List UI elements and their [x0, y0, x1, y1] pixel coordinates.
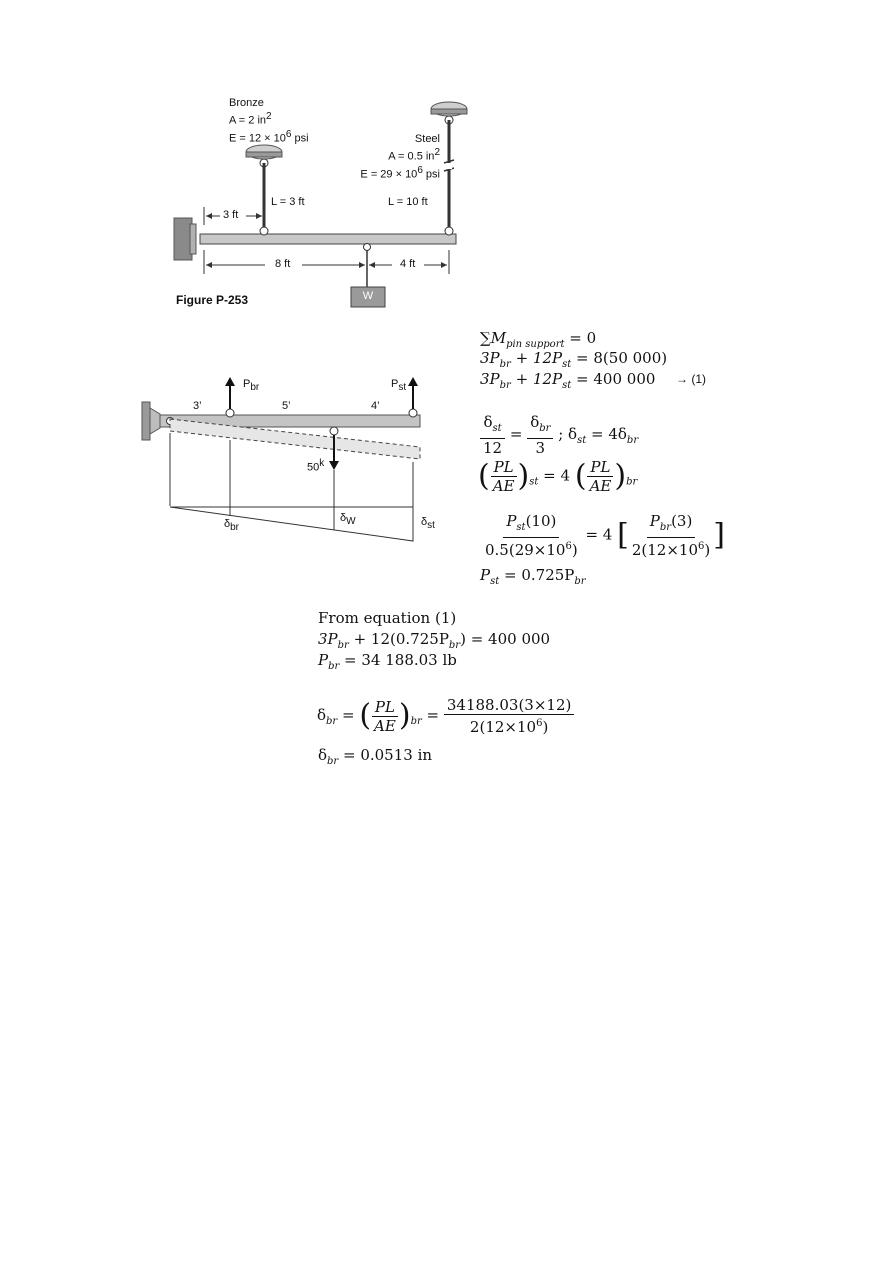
equation-line-1: $3P_{br} + 12P_{st} = 8(50$ 000) — [480, 349, 668, 370]
solution-line-3: $P_{br} = 34$ 188.03 lb — [318, 651, 457, 672]
deflection-diagram — [0, 0, 893, 600]
pl-ae-equation: ( $\frac{PL}{AE}$ )$_{st} = 4$ ( $\frac{PL}{AE}$ )$_{br}$ — [478, 458, 638, 495]
label-pbr: $P_{br}$ — [243, 378, 260, 394]
equation-tag-1: → (1) — [676, 372, 706, 386]
equation-line-2: $3P_{br} + 12P_{st} = 400$ 000 — [480, 370, 656, 391]
deflection-triangle — [170, 507, 413, 541]
label-delta-br: $\delta_{br}$ — [224, 518, 240, 534]
moment-equation: $\sum M_{pin support} = 0$ — [480, 329, 597, 350]
bronze-area: A = 2 $in^2$ — [229, 111, 272, 127]
steel-area: A = 0.5 $in^2$ — [388, 147, 440, 163]
solution-line-2: $3P_{br} + 12(0.725P_{br}) = 400$ 000 — [318, 630, 551, 651]
pst-result: $P_{st} = 0.725P_{br}$ — [480, 566, 586, 587]
delta-br-equation: $\delta_{br}$ = ( $\frac{PL}{AE}$ )$_{br}$ = $\frac{34188.03(3\times 12)}{2(12\times 10^6)}$ — [317, 696, 574, 736]
deflection-ratio: $\frac{\delta_{st}}{12}$ = $\frac{\delta_{br}}{3}$ ; $\delta_{st} = 4\delta_{br}$ — [480, 413, 638, 457]
dim-3ft: 3 ft — [223, 209, 239, 221]
steel-label: Steel — [414, 133, 440, 145]
steel-modulus: $E = 29 \times 10^6$ psi — [360, 164, 440, 181]
label-4: 4’ — [371, 400, 380, 412]
label-3: 3’ — [193, 400, 202, 412]
final-result: $\delta_{br} = 0.0513$ in — [318, 746, 433, 767]
figure-caption: Figure P-253 — [176, 293, 249, 307]
expanded-equation: $\frac{P_{st}(10)}{0.5(29\times 10^6)}$ = 4 [ $\frac{P_{br}(3)}{2(12\times 10^6)}$ ] — [485, 512, 725, 559]
label-delta-st: $\delta_{st}$ — [421, 516, 435, 532]
bronze-label: Bronze — [229, 97, 264, 109]
weight-label: W — [362, 290, 374, 302]
bronze-modulus: $E = 12 \times 10^6$ psi — [229, 128, 309, 145]
dim-4ft: 4 ft — [400, 258, 416, 270]
dim-8ft: 8 ft — [275, 258, 291, 270]
bronze-length: L = 3 ft — [271, 196, 305, 208]
label-load: 50$^k$ — [307, 458, 325, 474]
label-delta-w: $\delta_W$ — [340, 512, 356, 528]
steel-length: L = 10 ft — [388, 196, 428, 208]
label-pst: $P_{st}$ — [391, 378, 407, 394]
label-5: 5’ — [282, 400, 291, 412]
solution-line-1: From equation (1) — [318, 609, 457, 627]
